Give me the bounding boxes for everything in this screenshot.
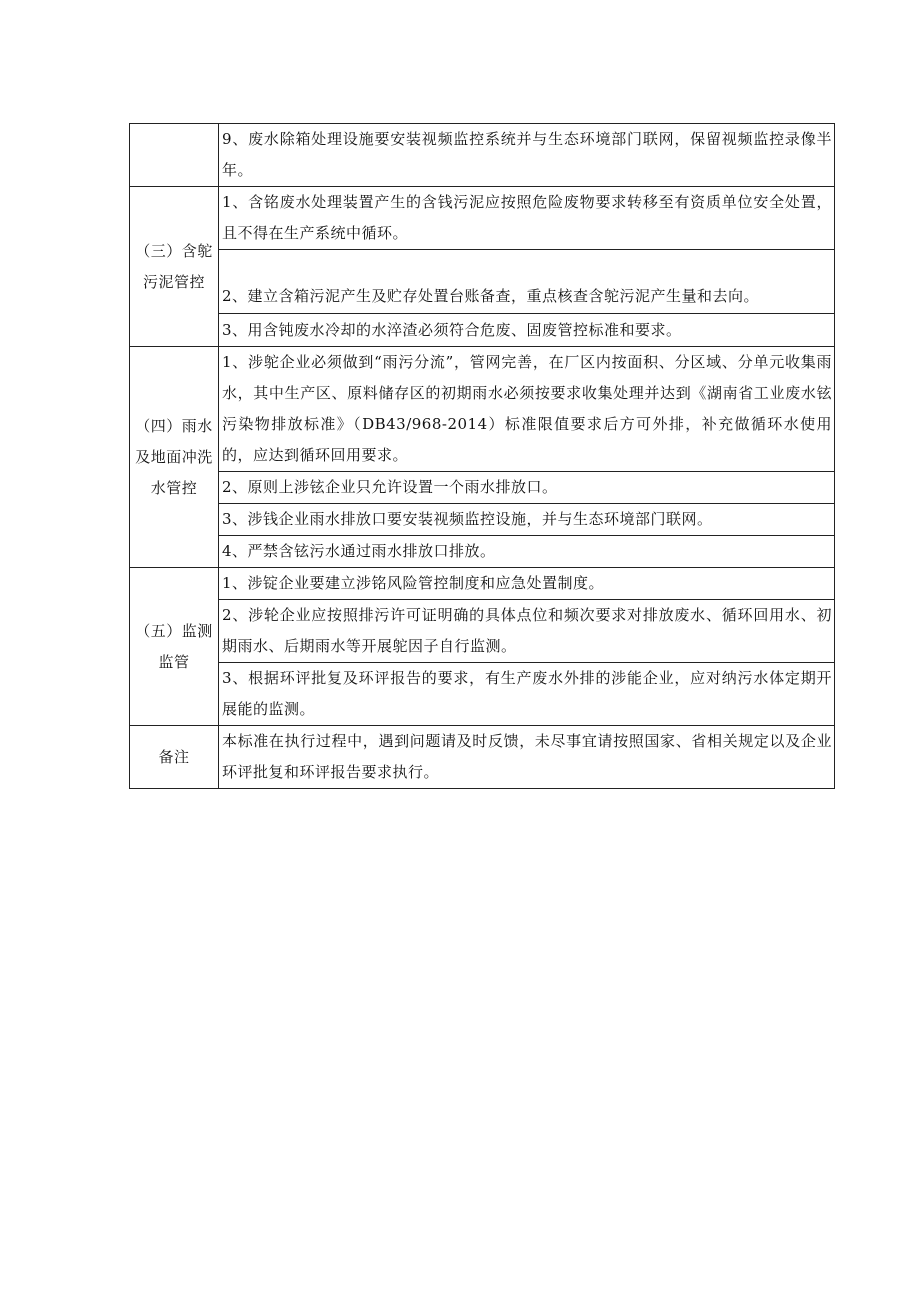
item-cell: 2、涉轮企业应按照排污许可证明确的具体点位和频次要求对排放废水、循环回用水、初期雨水、后期雨水等开展鸵因子自行监测。 — [219, 600, 835, 663]
item-cell: 3、根据环评批复及环评报告的要求，有生产废水外排的涉能企业，应对纳污水体定期开展能的监测。 — [219, 663, 835, 726]
table-row — [130, 472, 835, 504]
table-row — [130, 600, 835, 663]
item-cell: 本标准在执行过程中，遇到问题请及时反馈，未尽事宜请按照国家、省相关规定以及企业环评批复和环评报告要求执行。 — [219, 726, 835, 789]
category-cell-sludge-control — [130, 187, 219, 347]
item-cell: 2、原则上涉铉企业只允许设置一个雨水排放口。 — [219, 472, 835, 504]
category-cell-remarks — [130, 726, 219, 789]
table-row — [130, 187, 835, 250]
table-row — [130, 314, 835, 347]
item-cell: 9、废水除箱处理设施要安装视频监控系统并与生态环境部门联网，保留视频监控录像半年。 — [219, 124, 835, 187]
item-cell: 1、涉鸵企业必须做到“雨污分流”，管网完善，在厂区内按面积、分区域、分单元收集雨水，其中生产区、原料储存区的初期雨水必须按要求收集处理并达到《湖南省工业废水铉污染物排放标准》（DB43/968-2014）标准限值要求后方可外排，补充做循环水使用的，应达到循环回用要求。 — [219, 347, 835, 472]
table-row — [130, 568, 835, 600]
item-cell: 3、用含钝废水冷却的水淬渣必须符合危废、固废管控标准和要求。 — [219, 314, 835, 347]
item-cell: 4、严禁含铉污水通过雨水排放口排放。 — [219, 536, 835, 568]
category-label: （四）雨水及地面冲洗水管控 — [135, 416, 213, 497]
category-cell-empty — [130, 124, 219, 187]
table-row — [130, 124, 835, 187]
item-cell: 1、涉锭企业要建立涉铭风险管控制度和应急处置制度。 — [219, 568, 835, 600]
table-row — [130, 347, 835, 472]
category-cell-rainwater-control — [130, 347, 219, 568]
category-cell-monitoring — [130, 568, 219, 726]
table-row — [130, 726, 835, 789]
item-cell: 2、建立含箱污泥产生及贮存处置台账备查，重点核查含鸵污泥产生量和去向。 — [219, 250, 835, 314]
item-cell: 1、含铭废水处理装置产生的含钱污泥应按照危险废物要求转移至有资质单位安全处置，且不得在生产系统中循环。 — [219, 187, 835, 250]
table-row — [130, 536, 835, 568]
table-row — [130, 663, 835, 726]
category-label: （五）监测监管 — [135, 621, 213, 671]
table-row — [130, 504, 835, 536]
item-cell: 3、涉钱企业雨水排放口要安装视频监控设施，并与生态环境部门联网。 — [219, 504, 835, 536]
standards-table — [129, 123, 835, 789]
category-label: 备注 — [158, 747, 190, 766]
category-label: （三）含鸵污泥管控 — [135, 241, 213, 291]
table-row — [130, 250, 835, 314]
